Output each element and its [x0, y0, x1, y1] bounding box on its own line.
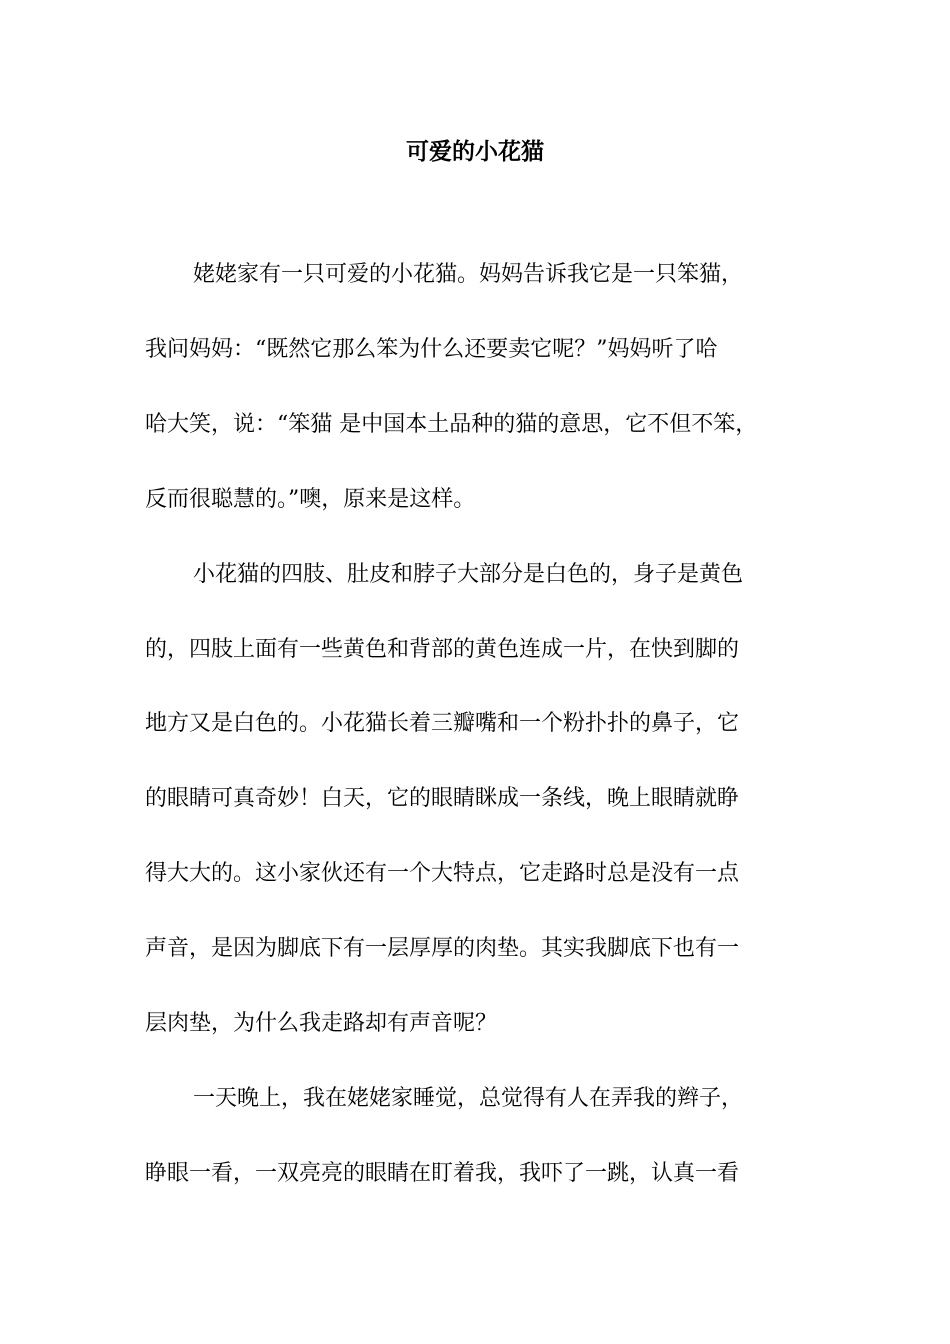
text-line: 小花猫的四肢、肚皮和脖子大部分是白色的，身子是黄色 [193, 562, 744, 587]
text-line: 我问妈妈：“既然它那么笨为什么还要卖它呢？”妈妈听了哈 [145, 337, 718, 362]
text-line: 一天晚上，我在姥姥家睡觉，总觉得有人在弄我的辫子， [193, 1086, 744, 1111]
text-line: 地方又是白色的。小花猫长着三瓣嘴和一个粉扑扑的鼻子，它 [145, 711, 740, 736]
text-line: 层肉垫，为什么我走路却有声音呢？ [145, 1011, 498, 1036]
text-line: 的，四肢上面有一些黄色和背部的黄色连成一片，在快到脚的 [145, 637, 740, 662]
document-title: 可爱的小花猫 [406, 138, 544, 165]
text-line: 姥姥家有一只可爱的小花猫。妈妈告诉我它是一只笨猫， [193, 262, 744, 287]
text-line: 反而很聪慧的。”噢，原来是这样。 [145, 487, 476, 512]
text-line: 的眼睛可真奇妙！白天，它的眼睛眯成一条线，晚上眼睛就睁 [145, 786, 740, 811]
text-line: 得大大的。这小家伙还有一个大特点，它走路时总是没有一点 [145, 861, 740, 886]
text-line: 睁眼一看，一双亮亮的眼睛在盯着我，我吓了一跳，认真一看 [145, 1161, 740, 1186]
text-line: 声音，是因为脚底下有一层厚厚的肉垫。其实我脚底下也有一 [145, 936, 740, 961]
text-line: 哈大笑，说：“笨猫 是中国本土品种的猫的意思，它不但不笨， [145, 412, 758, 437]
